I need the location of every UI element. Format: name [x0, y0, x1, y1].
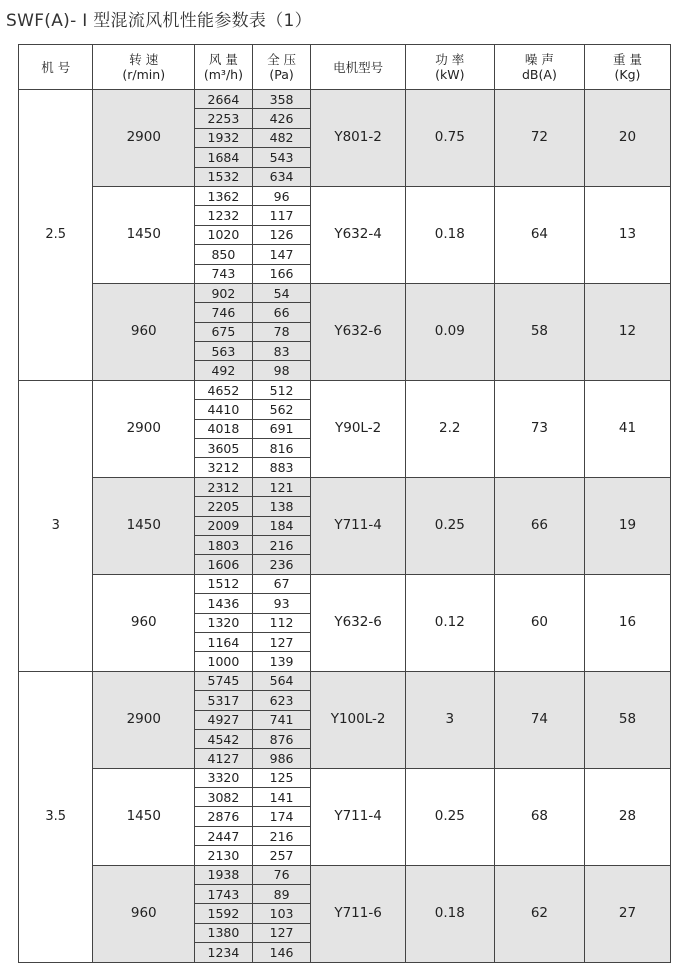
flow-cell: 1938 [195, 865, 253, 884]
pressure-cell: 127 [252, 923, 311, 942]
power-cell: 3 [405, 671, 494, 768]
noise-cell: 60 [494, 574, 584, 671]
noise-cell: 66 [494, 477, 584, 574]
table-row [19, 186, 671, 205]
flow-cell: 2447 [195, 826, 253, 845]
flow-cell: 4127 [195, 749, 253, 768]
table-row [19, 865, 671, 884]
flow-cell: 1320 [195, 613, 253, 632]
page-title: SWF(A)- Ⅰ 型混流风机性能参数表（1） [6, 11, 312, 31]
flow-cell: 492 [195, 361, 253, 380]
flow-cell: 1164 [195, 632, 253, 651]
flow-cell: 1512 [195, 574, 253, 593]
weight-cell: 28 [584, 768, 670, 865]
pressure-cell: 83 [252, 342, 311, 361]
table-row [19, 574, 671, 593]
flow-cell: 3212 [195, 458, 253, 477]
flow-cell: 1000 [195, 652, 253, 671]
pressure-cell: 117 [252, 206, 311, 225]
pressure-cell: 236 [252, 555, 311, 574]
flow-cell: 4927 [195, 710, 253, 729]
table-row [19, 768, 671, 787]
pressure-cell: 76 [252, 865, 311, 884]
weight-cell: 58 [584, 671, 670, 768]
machine-no-cell: 3.5 [19, 671, 93, 962]
speed-cell: 2900 [93, 380, 195, 477]
flow-cell: 1592 [195, 904, 253, 923]
speed-cell: 960 [93, 574, 195, 671]
speed-cell: 960 [93, 283, 195, 380]
noise-cell: 62 [494, 865, 584, 962]
power-cell: 2.2 [405, 380, 494, 477]
speed-cell: 1450 [93, 477, 195, 574]
table-row [19, 671, 671, 690]
weight-cell: 13 [584, 186, 670, 283]
motor-cell: Y711-4 [311, 768, 405, 865]
flow-cell: 1020 [195, 225, 253, 244]
speed-cell: 960 [93, 865, 195, 962]
flow-cell: 3082 [195, 788, 253, 807]
header-power: 功 率 (kW) [405, 45, 494, 90]
flow-cell: 1232 [195, 206, 253, 225]
flow-cell: 1684 [195, 148, 253, 167]
flow-cell: 850 [195, 245, 253, 264]
speed-cell: 1450 [93, 186, 195, 283]
power-cell: 0.75 [405, 90, 494, 187]
flow-cell: 1380 [195, 923, 253, 942]
flow-cell: 1234 [195, 943, 253, 962]
flow-cell: 1362 [195, 186, 253, 205]
weight-cell: 20 [584, 90, 670, 187]
flow-cell: 1803 [195, 535, 253, 554]
header-machine-no: 机 号 [19, 45, 93, 90]
weight-cell: 41 [584, 380, 670, 477]
pressure-cell: 96 [252, 186, 311, 205]
flow-cell: 743 [195, 264, 253, 283]
flow-cell: 746 [195, 303, 253, 322]
motor-cell: Y632-6 [311, 574, 405, 671]
pressure-cell: 141 [252, 788, 311, 807]
flow-cell: 2312 [195, 477, 253, 496]
pressure-cell: 358 [252, 90, 311, 109]
weight-cell: 27 [584, 865, 670, 962]
pressure-cell: 216 [252, 826, 311, 845]
machine-no-cell: 3 [19, 380, 93, 671]
pressure-cell: 623 [252, 691, 311, 710]
flow-cell: 902 [195, 283, 253, 302]
flow-cell: 5745 [195, 671, 253, 690]
pressure-cell: 89 [252, 885, 311, 904]
pressure-cell: 66 [252, 303, 311, 322]
pressure-cell: 741 [252, 710, 311, 729]
pressure-cell: 98 [252, 361, 311, 380]
motor-cell: Y801-2 [311, 90, 405, 187]
power-cell: 0.09 [405, 283, 494, 380]
flow-cell: 1606 [195, 555, 253, 574]
pressure-cell: 125 [252, 768, 311, 787]
flow-cell: 2009 [195, 516, 253, 535]
pressure-cell: 816 [252, 439, 311, 458]
performance-table [18, 44, 671, 963]
flow-cell: 1436 [195, 594, 253, 613]
weight-cell: 19 [584, 477, 670, 574]
speed-cell: 2900 [93, 671, 195, 768]
weight-cell: 12 [584, 283, 670, 380]
flow-cell: 1932 [195, 128, 253, 147]
flow-cell: 2253 [195, 109, 253, 128]
pressure-cell: 121 [252, 477, 311, 496]
pressure-cell: 512 [252, 380, 311, 399]
table-body [19, 90, 671, 963]
pressure-cell: 126 [252, 225, 311, 244]
weight-cell: 16 [584, 574, 670, 671]
motor-cell: Y100L-2 [311, 671, 405, 768]
pressure-cell: 543 [252, 148, 311, 167]
flow-cell: 1743 [195, 885, 253, 904]
header-motor: 电机型号 [311, 45, 405, 90]
pressure-cell: 103 [252, 904, 311, 923]
flow-cell: 563 [195, 342, 253, 361]
motor-cell: Y90L-2 [311, 380, 405, 477]
table-row [19, 380, 671, 399]
speed-cell: 2900 [93, 90, 195, 187]
flow-cell: 5317 [195, 691, 253, 710]
power-cell: 0.18 [405, 865, 494, 962]
power-cell: 0.25 [405, 477, 494, 574]
pressure-cell: 876 [252, 729, 311, 748]
pressure-cell: 482 [252, 128, 311, 147]
flow-cell: 4018 [195, 419, 253, 438]
pressure-cell: 883 [252, 458, 311, 477]
noise-cell: 64 [494, 186, 584, 283]
flow-cell: 4410 [195, 400, 253, 419]
header-pressure: 全 压 (Pa) [252, 45, 311, 90]
motor-cell: Y711-6 [311, 865, 405, 962]
pressure-cell: 54 [252, 283, 311, 302]
flow-cell: 2876 [195, 807, 253, 826]
pressure-cell: 139 [252, 652, 311, 671]
pressure-cell: 986 [252, 749, 311, 768]
header-speed: 转 速 (r/min) [93, 45, 195, 90]
header-noise: 噪 声 dB(A) [494, 45, 584, 90]
speed-cell: 1450 [93, 768, 195, 865]
noise-cell: 58 [494, 283, 584, 380]
pressure-cell: 257 [252, 846, 311, 865]
pressure-cell: 147 [252, 245, 311, 264]
pressure-cell: 426 [252, 109, 311, 128]
flow-cell: 3320 [195, 768, 253, 787]
pressure-cell: 138 [252, 497, 311, 516]
power-cell: 0.12 [405, 574, 494, 671]
noise-cell: 72 [494, 90, 584, 187]
machine-no-cell: 2.5 [19, 90, 93, 381]
flow-cell: 4652 [195, 380, 253, 399]
flow-cell: 2205 [195, 497, 253, 516]
motor-cell: Y711-4 [311, 477, 405, 574]
pressure-cell: 216 [252, 535, 311, 554]
pressure-cell: 146 [252, 943, 311, 962]
pressure-cell: 174 [252, 807, 311, 826]
pressure-cell: 564 [252, 671, 311, 690]
pressure-cell: 127 [252, 632, 311, 651]
pressure-cell: 67 [252, 574, 311, 593]
flow-cell: 2664 [195, 90, 253, 109]
table-row [19, 477, 671, 496]
pressure-cell: 112 [252, 613, 311, 632]
pressure-cell: 184 [252, 516, 311, 535]
noise-cell: 73 [494, 380, 584, 477]
header-weight: 重 量 (Kg) [584, 45, 670, 90]
pressure-cell: 562 [252, 400, 311, 419]
pressure-cell: 634 [252, 167, 311, 186]
pressure-cell: 78 [252, 322, 311, 341]
flow-cell: 675 [195, 322, 253, 341]
header-flow: 风 量 (m³/h) [195, 45, 253, 90]
flow-cell: 4542 [195, 729, 253, 748]
motor-cell: Y632-6 [311, 283, 405, 380]
noise-cell: 74 [494, 671, 584, 768]
pressure-cell: 93 [252, 594, 311, 613]
table-row [19, 283, 671, 302]
header-row [19, 45, 671, 90]
power-cell: 0.18 [405, 186, 494, 283]
pressure-cell: 691 [252, 419, 311, 438]
motor-cell: Y632-4 [311, 186, 405, 283]
pressure-cell: 166 [252, 264, 311, 283]
power-cell: 0.25 [405, 768, 494, 865]
flow-cell: 2130 [195, 846, 253, 865]
flow-cell: 1532 [195, 167, 253, 186]
flow-cell: 3605 [195, 439, 253, 458]
table-row [19, 90, 671, 109]
noise-cell: 68 [494, 768, 584, 865]
